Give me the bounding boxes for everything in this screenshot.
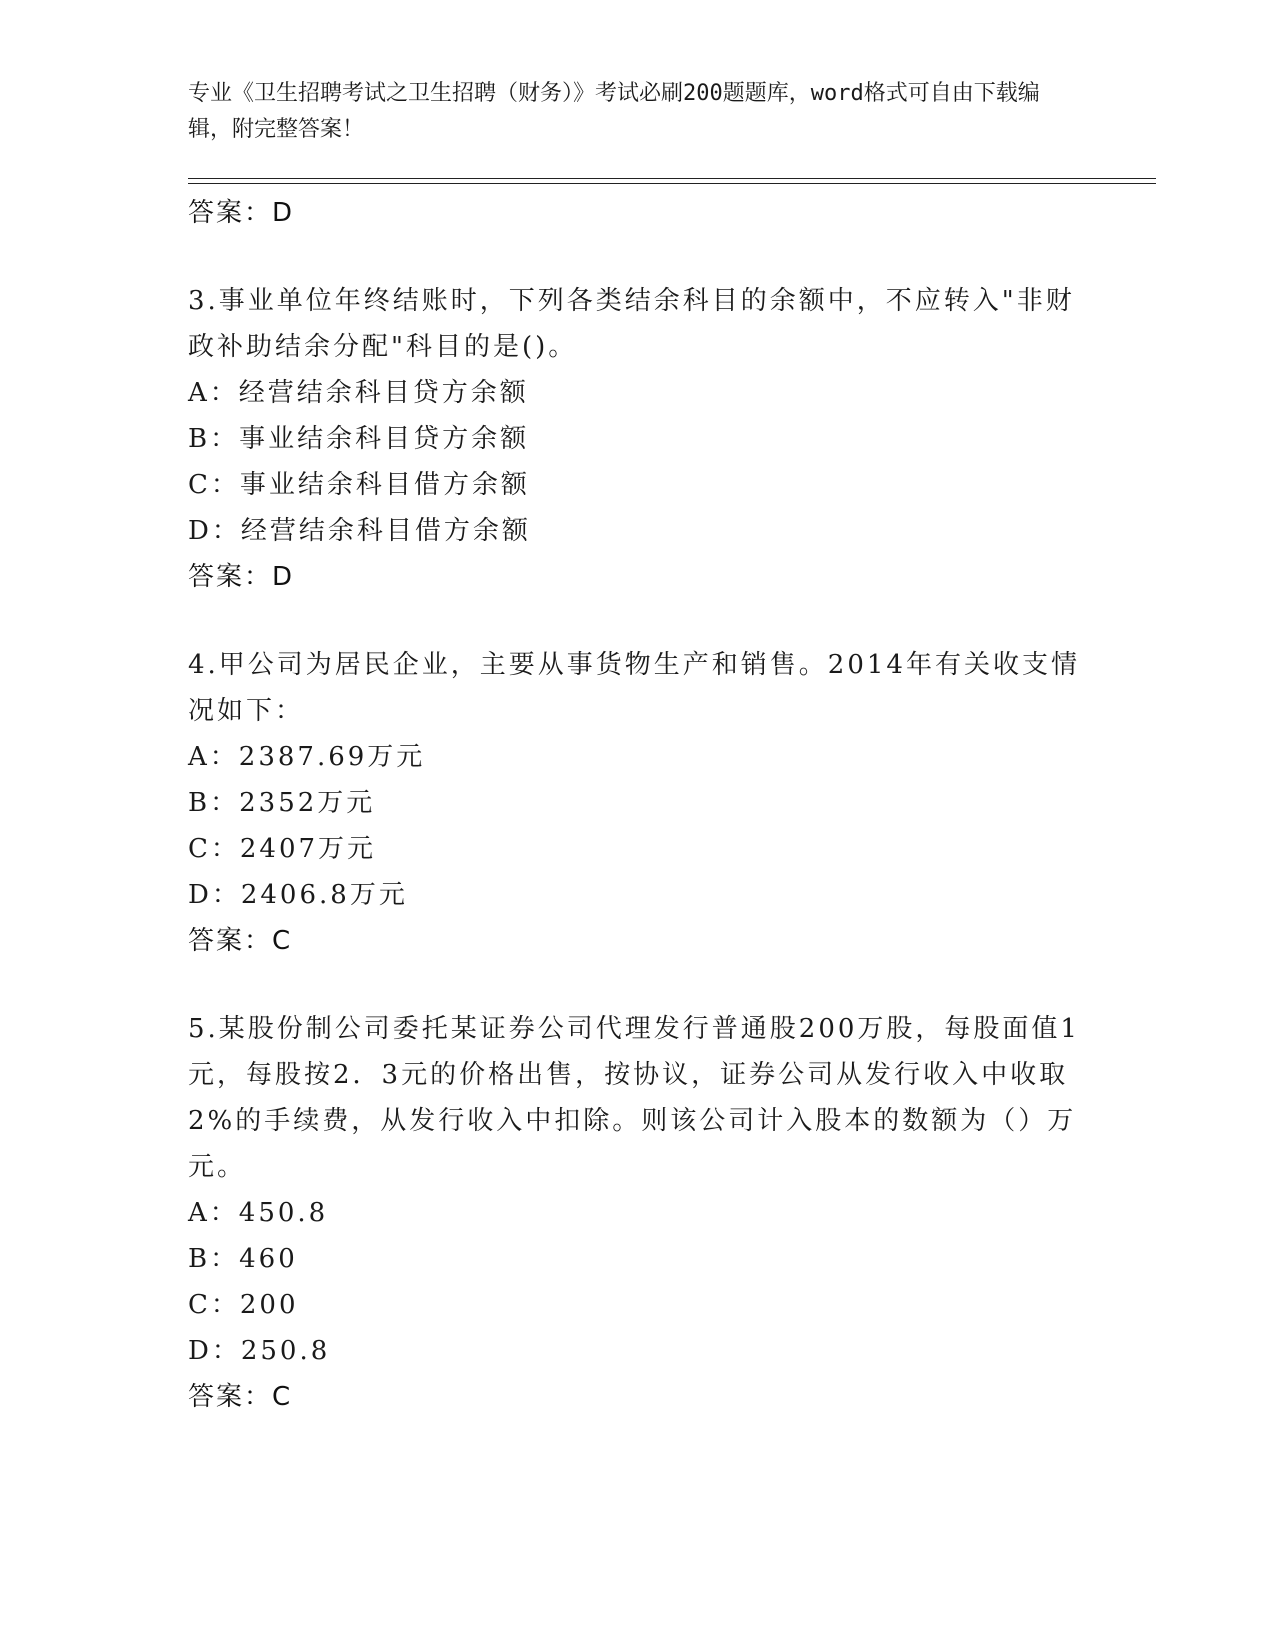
question-text: 4.甲公司为居民企业，主要从事货物生产和销售。2014年有关收支情况如下： <box>188 650 1080 726</box>
option-b: B：460 <box>188 1244 298 1274</box>
question-answer: 答案：C <box>188 1382 293 1412</box>
page-header: 专业《卫生招聘考试之卫生招聘（财务）》考试必刷200题题库，word格式可自由下载编辑，附完整答案！ <box>188 81 1040 142</box>
header-divider-bottom <box>188 183 1156 184</box>
question-text: 5.某股份制公司委托某证券公司代理发行普通股200万股，每股面值1元，每股按2．3元的价格出售，按协议，证券公司从发行收入中收取2%的手续费，从发行收入中扣除。则该公司计入股本的数额为（）万元。 <box>188 1014 1080 1182</box>
option-c: C：2407万元 <box>188 834 377 864</box>
option-c: C：200 <box>188 1290 299 1320</box>
option-d: D：2406.8万元 <box>188 880 408 910</box>
previous-answer: 答案：D <box>188 198 295 228</box>
option-c: C：事业结余科目借方余额 <box>188 470 530 500</box>
option-a: A：经营结余科目贷方余额 <box>188 378 529 408</box>
option-d: D：经营结余科目借方余额 <box>188 516 531 546</box>
question-item <box>188 642 1088 964</box>
option-b: B：事业结余科目贷方余额 <box>188 424 530 454</box>
header-divider-top <box>188 178 1156 179</box>
question-answer: 答案：D <box>188 562 295 592</box>
option-b: B：2352万元 <box>188 788 376 818</box>
option-a: A：450.8 <box>188 1198 329 1228</box>
option-d: D：250.8 <box>188 1336 331 1366</box>
question-item <box>188 278 1088 600</box>
option-a: A：2387.69万元 <box>188 742 426 772</box>
question-answer: 答案：C <box>188 926 293 956</box>
question-item <box>188 1006 1088 1420</box>
question-list <box>188 190 1088 1420</box>
question-text: 3.事业单位年终结账时，下列各类结余科目的余额中，不应转入"非财政补助结余分配"科目的是()。 <box>188 286 1075 362</box>
